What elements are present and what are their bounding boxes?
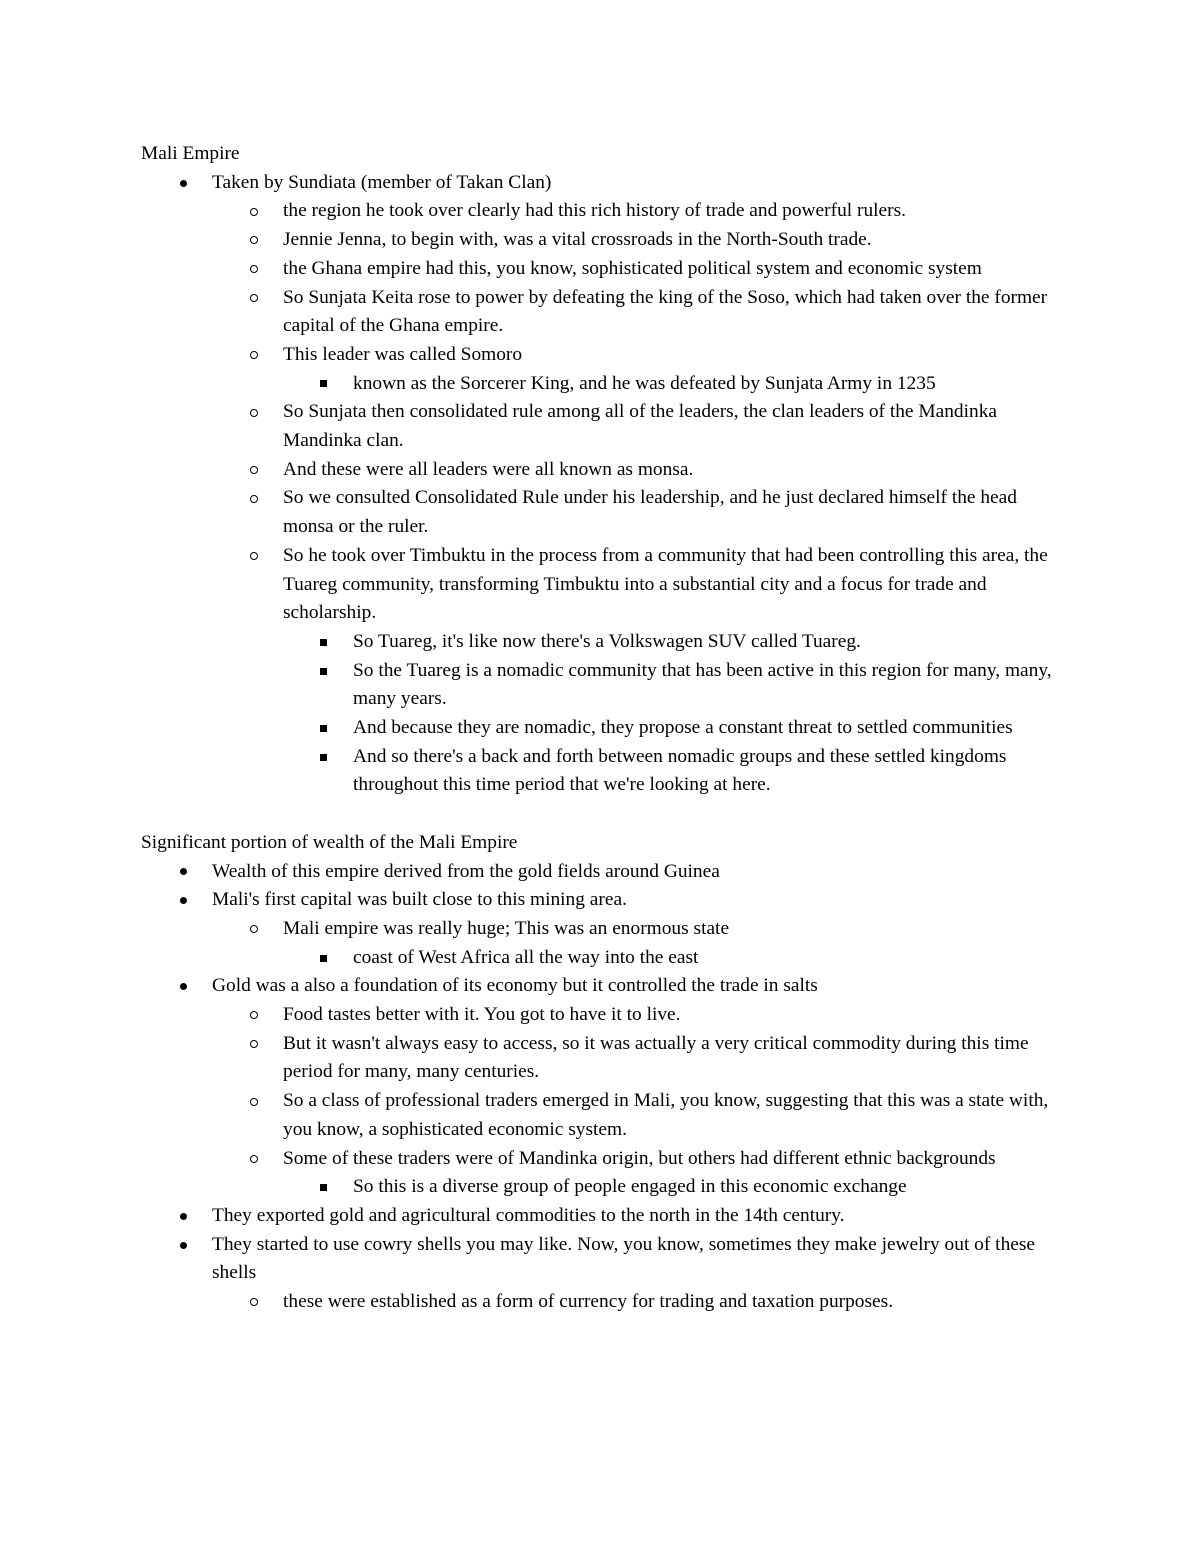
bullet-square-icon [320,1184,327,1191]
list-item-text: the region he took over clearly had this rich history of trade and powerful rulers. [283,200,906,222]
bullet-circle-icon [250,409,258,417]
bullet-disc-icon [180,983,187,990]
list-item-text: This leader was called Somoro [283,343,523,365]
list-item-text: Jennie Jenna, to begin with, was a vital crossroads in the North-South trade. [283,229,872,251]
list-item [141,370,1066,399]
list-item-text: They exported gold and agricultural commodities to the north in the 14th century. [212,1205,845,1226]
list-item [141,169,1066,198]
list-item-text: They started to use cowry shells you may like. Now, you know, sometimes they make jewelry out of these shells [212,1233,1036,1284]
bullet-circle-icon [250,351,258,359]
list-item [141,915,1066,944]
bullet-list [141,858,1066,1317]
bullet-circle-icon [250,236,258,244]
bullet-circle-icon [250,265,258,273]
bullet-disc-icon [180,1213,187,1220]
list-item-text: And so there's a back and forth between nomadic groups and these settled kingdoms throughout this time period that we're looking at here. [353,745,1007,796]
list-item [141,341,1066,370]
list-item [141,1145,1066,1174]
bullet-circle-icon [250,495,258,503]
list-item [141,1202,1066,1231]
bullet-circle-icon [250,1155,258,1163]
list-item-text: So this is a diverse group of people engaged in this economic exchange [353,1176,907,1198]
bullet-circle-icon [250,1098,258,1106]
bullet-disc-icon [180,180,187,187]
list-item-text: So he took over Timbuktu in the process from a community that had been controlling this area, the Tuareg community, transforming Timbuktu into a substantial city and a focus for trade and scholarship. [283,544,1048,624]
list-item-text: Taken by Sundiata (member of Takan Clan) [212,171,552,193]
bullet-circle-icon [250,925,258,933]
list-item-text: Wealth of this empire derived from the gold fields around Guinea [212,860,720,882]
bullet-circle-icon [250,1011,258,1019]
bullet-square-icon [320,668,327,675]
list-item-text: known as the Sorcerer King, and he was defeated by Sunjata Army in 1235 [353,372,936,394]
list-item-text: So Tuareg, it's like now there's a Volkswagen SUV called Tuareg. [353,630,861,652]
list-item [141,255,1066,284]
list-item-text: And these were all leaders were all known as monsa. [283,458,694,480]
bullet-square-icon [320,639,327,646]
bullet-circle-icon [250,466,258,474]
bullet-disc-icon [180,897,187,904]
bullet-square-icon [320,955,327,962]
list-item [141,1087,1066,1144]
list-item [141,1001,1066,1030]
bullet-circle-icon [250,208,258,216]
list-item [141,1231,1066,1288]
list-item [141,858,1066,887]
list-item-text: So a class of professional traders emerged in Mali, you know, suggesting that this was a state with, you know, a sophisticated economic system. [283,1090,1049,1140]
list-item-text: So we consulted Consolidated Rule under his leadership, and he just declared himself the head monsa or the ruler. [283,487,1017,538]
bullet-disc-icon [180,1242,187,1249]
list-item-text: Food tastes better with it. You got to have it to live. [283,1004,681,1026]
list-item [141,197,1066,226]
list-item-text: Mali's first capital was built close to this mining area. [212,889,627,911]
bullet-circle-icon [250,294,258,302]
list-item [141,743,1066,800]
section-heading: Mali Empire [141,143,240,164]
list-item-text: these were established as a form of currency for trading and taxation purposes. [283,1291,894,1313]
section-heading: Significant portion of wealth of the Mali Empire [141,831,518,853]
bullet-list [141,169,1066,800]
list-item [141,628,1066,657]
bullet-square-icon [320,725,327,732]
list-item-text: So Sunjata Keita rose to power by defeating the king of the Soso, which had taken over the former capital of the Ghana empire. [283,286,1048,337]
list-item [141,1173,1066,1202]
list-item [141,226,1066,255]
list-item [141,886,1066,915]
bullet-circle-icon [250,1040,258,1048]
bullet-disc-icon [180,868,187,875]
bullet-circle-icon [250,552,258,560]
list-item [141,284,1066,341]
list-item-text: So the Tuareg is a nomadic community that has been active in this region for many, many, many years. [353,659,1052,710]
list-item-text: Gold was a also a foundation of its economy but it controlled the trade in salts [212,975,818,997]
list-item [141,714,1066,743]
list-item [141,456,1066,485]
list-item-text: Some of these traders were of Mandinka origin, but others had different ethnic backgrounds [283,1147,996,1169]
list-item-text: And because they are nomadic, they propose a constant threat to settled communities [353,717,1013,739]
list-item-text: the Ghana empire had this, you know, sophisticated political system and economic system [283,257,982,279]
list-item [141,972,1066,1001]
list-item [141,484,1066,541]
list-item [141,398,1066,455]
paragraph-spacer [141,800,1066,829]
list-item [141,542,1066,628]
list-item-text: coast of West Africa all the way into the east [353,946,699,968]
document-content [141,140,1066,1317]
list-item [141,657,1066,714]
bullet-square-icon [320,380,327,387]
list-item [141,1030,1066,1087]
bullet-square-icon [320,754,327,761]
bullet-circle-icon [250,1298,258,1306]
list-item-text: Mali empire was really huge; This was an enormous state [283,917,730,939]
list-item [141,944,1066,973]
list-item-text: So Sunjata then consolidated rule among all of the leaders, the clan leaders of the Mandinka Mandinka clan. [283,401,997,452]
list-item-text: But it wasn't always easy to access, so it was actually a very critical commodity during this time period for many, many centuries. [283,1032,1029,1083]
list-item [141,1288,1066,1317]
